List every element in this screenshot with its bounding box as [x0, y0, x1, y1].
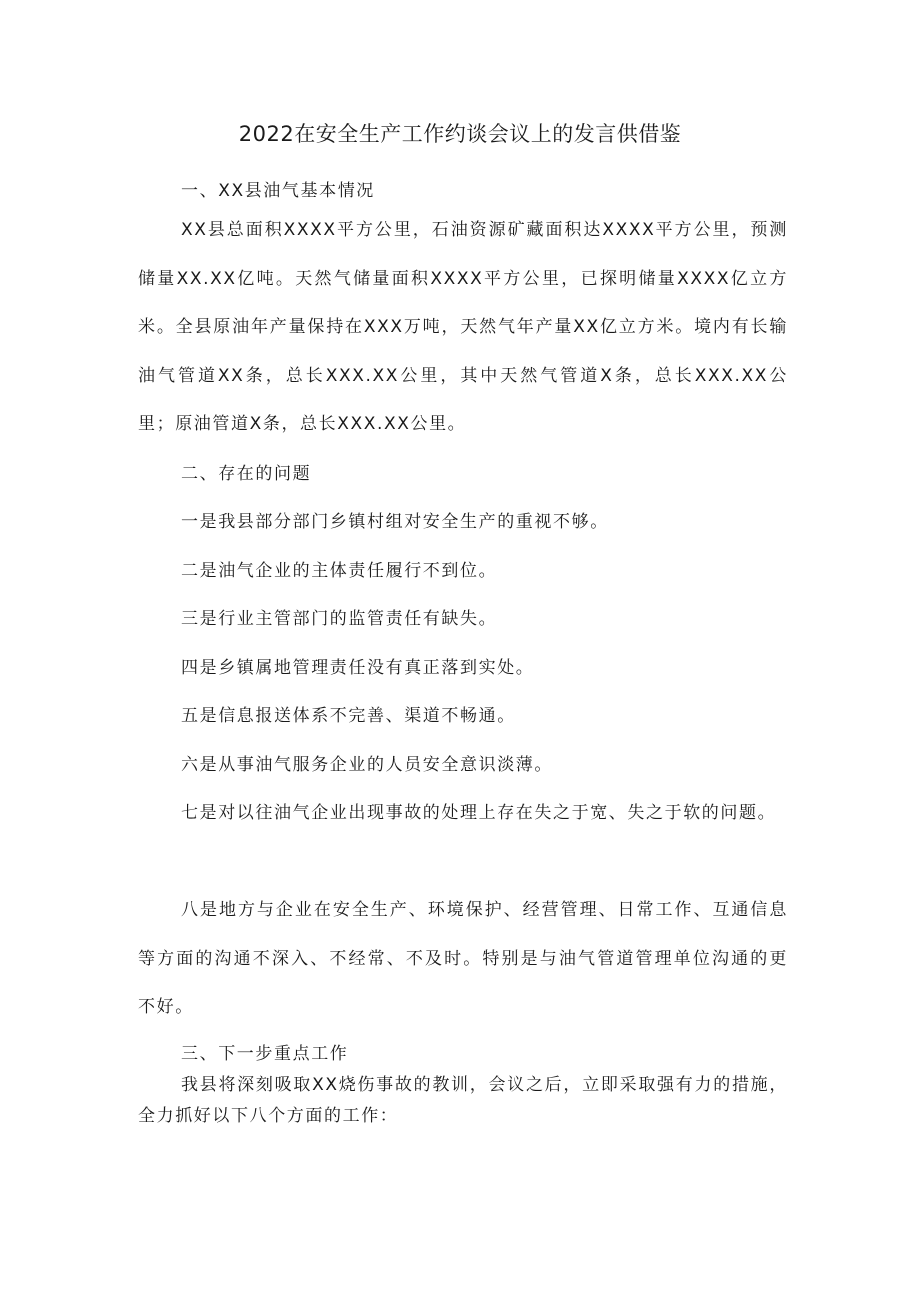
paragraph-basic-info: XX县总面积XXXX平方公里，石油资源矿藏面积达XXXX平方公里，预测储量XX.XX亿吨。天然气储量面积XXXX平方公里，已探明储量XXXX亿立方米。全县原油年产量保持在XXX万吨，天然气年产量XX亿立方米。境内有长输油气管道XX条，总长XXX.XX公里，其中天然气管道X条，总长XXX.XX公里；原油管道X条，总长XXX.XX公里。 — [138, 220, 788, 434]
problem-item-2: 二是油气企业的主体责任履行不到位。 — [181, 561, 498, 581]
problem-item-1: 一是我县部分部门乡镇村组对安全生产的重视不够。 — [181, 512, 609, 532]
section-heading-next-steps: 三、下一步重点工作 — [181, 1044, 349, 1064]
paragraph-next-steps: 我县将深刻吸取XX烧伤事故的教训，会议之后，立即采取强有力的措施，全力抓好以下八个方面的工作： — [138, 1075, 788, 1126]
problem-item-6: 六是从事油气服务企业的人员安全意识淡薄。 — [181, 755, 553, 775]
problem-item-3: 三是行业主管部门的监管责任有缺失。 — [181, 609, 498, 629]
problem-item-4: 四是乡镇属地管理责任没有真正落到实处。 — [181, 658, 535, 678]
problem-item-5: 五是信息报送体系不完善、渠道不畅通。 — [181, 706, 516, 726]
problem-item-7: 七是对以往油气企业出现事故的处理上存在失之于宽、失之于软的问题。 — [181, 803, 777, 823]
section-heading-basic-info: 一、XX县油气基本情况 — [181, 181, 375, 201]
problem-item-8: 八是地方与企业在安全生产、环境保护、经营管理、日常工作、互通信息等方面的沟通不深入、不经常、不及时。特别是与油气管道管理单位沟通的更不好。 — [138, 900, 788, 1017]
section-heading-problems: 二、存在的问题 — [181, 464, 312, 484]
document-title: 2022在安全生产工作约谈会议上的发言供借鉴 — [238, 122, 682, 146]
